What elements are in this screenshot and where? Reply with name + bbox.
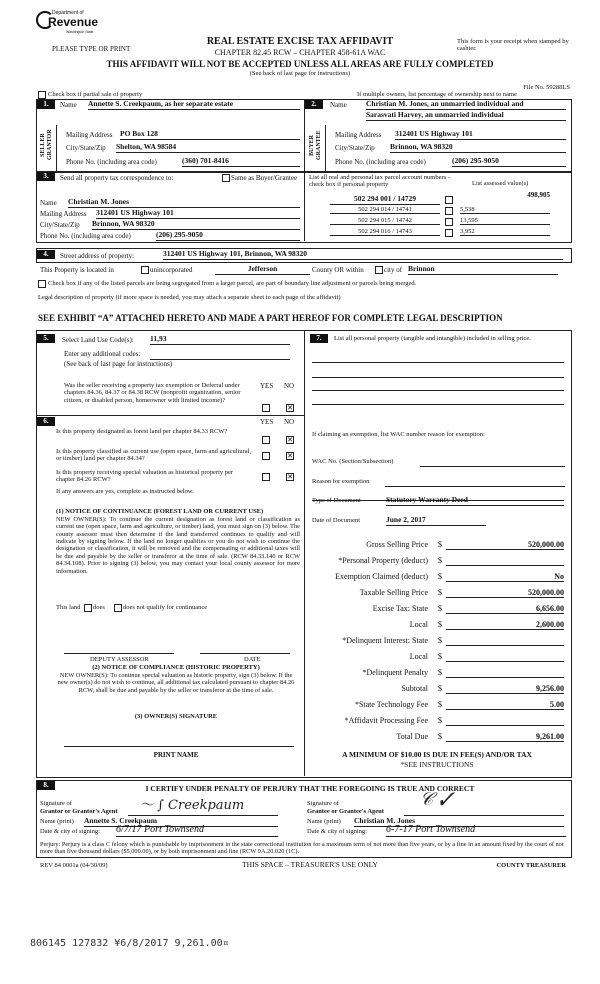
corr-phone: (206) 295-9050 <box>156 231 300 241</box>
land-does-not-label: does not qualify for continuance <box>123 604 208 611</box>
segregated-label: Check box if any of the listed parcels are being segregated from a larger parcel, are part of boundary line adjustment or parcels being merged. <box>48 280 417 287</box>
exemption-claim-label: If claiming an exemption, list WAC number reason for exemption: <box>312 431 485 438</box>
file-number: File No. 59288LS <box>523 84 570 91</box>
tax-label-processing: *Affidavit Processing Fee <box>344 716 428 725</box>
tax-label-total: Total Due <box>396 732 428 741</box>
buyer-phone-label: Phone No. (including area code) <box>335 158 426 166</box>
corr-city: Brinnon, WA 98320 <box>92 220 300 230</box>
see-instructions-note: *SEE INSTRUCTIONS <box>400 760 474 769</box>
tax-label-gross: Gross Selling Price <box>366 540 428 549</box>
grantee-date-label: Date & city of signing: <box>307 828 367 835</box>
tax-label-interest-local: Local <box>409 652 428 661</box>
dor-logo <box>36 11 100 41</box>
same-as-buyer-label: Same as Buyer/Grantee <box>231 174 298 182</box>
tax-label-interest-state: *Delinquent Interest: State <box>342 636 428 645</box>
current-use-question: Is this property classified as current use (open space, farm and agricultural, or timber) land per chapter 84.34? <box>56 448 252 463</box>
land-does-label: does <box>93 604 105 611</box>
grantee-sig-label-2: Grantee or Grantee's Agent <box>307 808 384 815</box>
exemption-question: Was the seller receiving a property tax exemption or Deferral under chapters 84.36, 84.37 or 84.38 RCW (nonprofit organization, senior citizen, or disabled person, homeowner with limited income)? <box>64 382 241 404</box>
forest-yes-checkbox[interactable] <box>262 436 270 444</box>
tax-value-personal <box>446 556 564 566</box>
section-3-number: 3. <box>37 172 55 181</box>
tax-value-exemption: No <box>446 572 564 582</box>
corr-city-label: City/State/Zip <box>40 221 80 229</box>
tax-value-total: 9,261.00 <box>446 732 564 742</box>
logo-top-text: Department of <box>52 10 84 16</box>
receipt-note: This form is your receipt when stamped by cashier. <box>457 38 569 53</box>
tax-value-taxable: 520,000.00 <box>446 588 564 598</box>
tax-label-personal: *Personal Property (deduct) <box>338 556 428 565</box>
land-use-see-back: (See back of last page for instructions) <box>64 360 173 368</box>
land-use-code: 11,93 <box>150 335 290 345</box>
personal-property-checkbox-1[interactable] <box>445 196 453 204</box>
forest-no-checkbox[interactable]: ✕ <box>287 436 293 444</box>
notice-1-text: NEW OWNER(S): To continue the current designation as forest land or classification as current use (open space, farm and agriculture, or timber) land, you must sign on (3) below. The county assessor must then determine if the land transferred continues to qualify and will indicate by signing below. If the land no longer qualifies or you do not wish to continue the designation or classification, it will be removed and the compensating or additional taxes will be due and payable by the seller or transferor at the time of sale. (RCW 84.33.140 or RCW 84.34.108). Prior to signing (3) below, you may contact your local county assessor for more information. <box>56 516 300 575</box>
assessed-value-3: 13,595 <box>460 217 550 225</box>
form-chapter: CHAPTER 82.45 RCW – CHAPTER 458-61A WAC <box>214 48 386 57</box>
minimum-fee-note: A MINIMUM OF $10.00 IS DUE IN FEE(S) AND/OR TAX <box>342 750 532 759</box>
deputy-date-label: DATE <box>244 656 261 663</box>
tax-currency-10: $ <box>438 700 442 709</box>
county-treasurer-label: COUNTY TREASURER <box>496 862 566 869</box>
tax-label-subtotal: Subtotal <box>401 684 428 693</box>
county-or-label: County OR within <box>312 266 364 274</box>
certify-statement: I CERTIFY UNDER PENALTY OF PERJURY THAT THE FOREGOING IS TRUE AND CORRECT <box>145 784 475 793</box>
tax-value-excise-state: 6,656.00 <box>446 604 564 614</box>
if-yes-note: If any answers are yes, complete as instructed below. <box>56 488 194 495</box>
form-title: REAL ESTATE EXCISE TAX AFFIDAVIT <box>206 36 394 47</box>
type-or-print: PLEASE TYPE OR PRINT <box>52 45 131 53</box>
county-value: Jefferson <box>215 265 310 275</box>
tax-currency-1: $ <box>438 556 442 565</box>
tax-value-penalty <box>446 668 564 678</box>
section-7-number: 7. <box>310 334 328 343</box>
tax-label-taxable: Taxable Selling Price <box>359 588 428 597</box>
same-as-buyer-checkbox[interactable] <box>222 174 230 182</box>
buyer-side-label: BUYER GRANTEE <box>309 130 322 160</box>
section-8-number: 8. <box>37 781 55 790</box>
parcels-label: List all real and personal tax parcel account numbers – check box if personal property <box>309 174 452 189</box>
personal-property-checkbox-3[interactable] <box>445 218 453 226</box>
no-header-6: NO <box>284 418 295 426</box>
tax-currency-4: $ <box>438 604 442 613</box>
tax-label-exemption: Exemption Claimed (deduct) <box>335 572 428 581</box>
grantor-name: Annette S. Creekpaum <box>84 817 278 827</box>
this-land-label: This land <box>56 604 81 611</box>
street-label: Street address of property: <box>60 252 135 260</box>
seller-phone: (360) 701-8416 <box>182 157 300 167</box>
notice-1-title: (1) NOTICE OF CONTINUANCE (FOREST LAND OR CURRENT USE) <box>56 508 264 515</box>
tax-value-technology: 5.00 <box>446 700 564 710</box>
tax-value-interest-local <box>446 652 564 662</box>
land-use-label: Select Land Use Code(s): <box>62 336 134 344</box>
land-does-checkbox[interactable] <box>84 604 92 612</box>
grantee-name-label: Name (print) <box>307 818 341 825</box>
doc-date: June 2, 2017 <box>386 516 486 526</box>
historic-yes-checkbox[interactable] <box>262 473 270 481</box>
treasurer-space-label: THIS SPACE – TREASURER'S USE ONLY <box>242 860 378 869</box>
current-use-yes-checkbox[interactable] <box>262 452 270 460</box>
tax-value-interest-state <box>446 636 564 646</box>
buyer-name-line-1: Christian M. Jones, an unmarried individual and <box>366 100 566 110</box>
tax-currency-9: $ <box>438 684 442 693</box>
exhibit-note: SEE EXHIBIT “A” ATTACHED HERETO AND MADE A PART HEREOF FOR COMPLETE LEGAL DESCRIPTION <box>38 313 503 323</box>
historic-question: Is this property receiving special valuation as historical property per chapter 84.26 RCW? <box>56 469 234 484</box>
parcel-number-3: 502 294 015 / 14742 <box>330 217 440 225</box>
seller-mailing: PO Box 128 <box>120 130 300 140</box>
grantor-sig-label-2: Grantor or Grantor's Agent <box>40 808 118 815</box>
additional-codes-label: Enter any additional codes: <box>64 350 141 358</box>
seller-phone-label: Phone No. (including area code) <box>66 158 157 166</box>
personal-property-checkbox-2[interactable] <box>445 207 453 215</box>
exemption-no-checkbox[interactable]: ✕ <box>287 404 293 412</box>
exemption-yes-checkbox[interactable] <box>262 404 270 412</box>
grantor-date-label: Date & city of signing: <box>40 828 100 835</box>
section-6-number: 6. <box>37 417 55 426</box>
section-1-number: 1. <box>37 100 55 109</box>
seller-side-label: SELLER GRANTOR <box>40 129 53 161</box>
doc-date-label: Date of Document <box>312 517 361 524</box>
buyer-mailing-label: Mailing Address <box>335 131 382 139</box>
tax-currency-7: $ <box>438 652 442 661</box>
corr-name-label: Name <box>40 199 57 207</box>
tax-label-excise-state: Excise Tax: State <box>372 604 428 613</box>
yes-header-5: YES <box>260 382 274 390</box>
buyer-mailing: 312401 US Highway 101 <box>395 130 566 140</box>
unincorporated-checkbox[interactable] <box>141 266 149 274</box>
tax-currency-11: $ <box>438 716 442 725</box>
tax-value-excise-local: 2,600.00 <box>446 620 564 630</box>
parcel-number-2: 502 294 014 / 14741 <box>330 206 440 214</box>
historic-no-checkbox[interactable]: ✕ <box>287 473 293 481</box>
seller-city-label: City/State/Zip <box>66 144 106 152</box>
corr-name: Christian M. Jones <box>68 198 300 208</box>
tax-label-technology: *State Technology Fee <box>354 700 428 709</box>
notice-2-text: NEW OWNER(S): To continue special valuation as historic property, sign (3) below. If the new owner(s) do not wish to continue, all additional tax calculated pursuant to chapter 84.26 RCW, shall be due and payable by the seller or transferor at the time of sale. <box>57 672 295 694</box>
cashier-stamp: 806145 127832 ¥6/8/2017 9,261.00¤ <box>30 938 229 949</box>
tax-label-penalty: *Delinquent Penalty <box>362 668 428 677</box>
tax-value-gross: 520,000.00 <box>446 540 564 550</box>
personal-property-checkbox-4[interactable] <box>445 229 453 237</box>
yes-header-6: YES <box>260 418 274 426</box>
buyer-city: Brinnon, WA 98320 <box>390 143 566 153</box>
logo-main-text: Revenue <box>48 15 99 29</box>
tax-value-subtotal: 9,256.00 <box>446 684 564 694</box>
street-address: 312401 US Highway 101, Brinnon, WA 98320 <box>163 250 563 260</box>
wac-label: WAC No. (Section/Subsection) <box>312 458 394 465</box>
corr-mailing-label: Mailing Address <box>40 210 87 218</box>
grantee-sig-label-1: Signature of <box>307 800 339 807</box>
section-4-number: 4. <box>37 250 55 259</box>
assessed-value-1: 498,905 <box>527 191 550 199</box>
grantor-sig-label-1: Signature of <box>40 800 72 807</box>
personal-property-label: List all personal property (tangible and intangible) included in selling price. <box>334 335 531 342</box>
seller-name-label: Name <box>60 101 77 109</box>
city-value: Brinnon <box>408 265 558 275</box>
perjury-statement: Perjury: Perjury is a class C felony which is punishable by imprisonment in the state correctional institution for a maximum term of not more than five years, or by a fine in an amount fixed by the court of not more than five thousand dollars ($5,000.00), or by both imprisonment and fine (RCW 9A.20.020 (1C). <box>40 841 564 856</box>
notice-2-title: (2) NOTICE OF COMPLIANCE (HISTORIC PROPERTY) <box>92 664 260 671</box>
assessed-values-label: List assessed value(s) <box>472 180 529 187</box>
tax-label-excise-local: Local <box>409 620 428 629</box>
buyer-city-label: City/State/Zip <box>335 144 375 152</box>
assessed-value-2: 5,538 <box>460 206 550 214</box>
legal-description-label: Legal description of property (if more space is needed, you may attach a separate sheet to each page of the affidavit) <box>38 294 341 301</box>
doc-type: Statutory Warranty Deed <box>386 496 564 506</box>
tax-currency-6: $ <box>438 636 442 645</box>
segregated-checkbox[interactable] <box>38 280 46 288</box>
buyer-phone: (206) 295-9050 <box>452 157 566 167</box>
print-name-label: PRINT NAME <box>153 751 199 759</box>
partial-sale-label: Check box if partial sale of property <box>48 91 143 98</box>
parcel-number-4: 502 294 016 / 14743 <box>330 228 440 236</box>
grantor-name-label: Name (print) <box>40 818 74 825</box>
section-2-number: 2. <box>305 100 323 109</box>
grantor-date: 6/7/17 Port Townsend <box>116 824 278 837</box>
tax-currency-3: $ <box>438 588 442 597</box>
warning-text: THIS AFFIDAVIT WILL NOT BE ACCEPTED UNLESS ALL AREAS ARE FULLY COMPLETED <box>106 59 494 69</box>
city-checkbox[interactable] <box>375 266 383 274</box>
partial-sale-checkbox[interactable] <box>38 91 46 99</box>
multiple-owners-note: If multiple owners, list percentage of ownership next to name <box>357 91 517 98</box>
buyer-name-line-2: Sarasvati Harvey, an unmarried individual <box>366 111 566 121</box>
tax-currency-5: $ <box>438 620 442 629</box>
correspondence-label: Send all property tax correspondence to: <box>60 174 174 182</box>
tax-currency-0: $ <box>438 540 442 549</box>
grantor-signature-icon: 〜 ∫ Creekpaum <box>140 798 245 813</box>
grantee-name: Christian M. Jones <box>354 817 564 827</box>
corr-phone-label: Phone No. (including area code) <box>40 232 131 240</box>
tax-currency-8: $ <box>438 668 442 677</box>
city-of-label: city of <box>384 266 403 274</box>
seller-mailing-label: Mailing Address <box>66 131 113 139</box>
revision-code: REV 84 0001a (04/30/09) <box>40 862 108 869</box>
unincorporated-label: unincorporated <box>150 266 193 274</box>
land-does-not-checkbox[interactable] <box>114 604 122 612</box>
reason-label: Reason for exemption <box>312 478 370 485</box>
owner-signature-label: (3) OWNER(S) SIGNATURE <box>134 713 218 720</box>
parcel-number-1: 502 294 001 / 14729 <box>330 195 440 205</box>
tax-currency-12: $ <box>438 732 442 741</box>
seller-city: Shelton, WA 98584 <box>116 143 300 153</box>
tax-value-processing <box>446 716 564 726</box>
logo-sub-text: Washington State <box>66 30 94 34</box>
no-header-5: NO <box>284 382 295 390</box>
grantee-date: 6-7-17 Port Townsend <box>386 824 566 837</box>
section-5-number: 5. <box>37 334 55 343</box>
grantee-signature-icon: 𝒞 ✓ <box>420 789 453 810</box>
located-label: This Property is located in <box>40 266 114 274</box>
deputy-assessor-label: DEPUTY ASSESSOR <box>90 656 149 663</box>
tax-currency-2: $ <box>438 572 442 581</box>
buyer-name-label: Name <box>330 101 347 109</box>
assessed-value-4: 3,952 <box>460 228 550 236</box>
current-use-no-checkbox[interactable]: ✕ <box>287 452 293 460</box>
seller-name: Annette S. Creekpaum, as her separate estate <box>88 100 300 110</box>
see-back-note: (See back of last page for instructions) <box>249 70 351 77</box>
corr-mailing: 312401 US Highway 101 <box>96 209 300 219</box>
forest-question: Is this property designated as forest land per chapter 84.33 RCW? <box>56 428 228 435</box>
doc-type-label: Type of Document <box>312 497 361 504</box>
